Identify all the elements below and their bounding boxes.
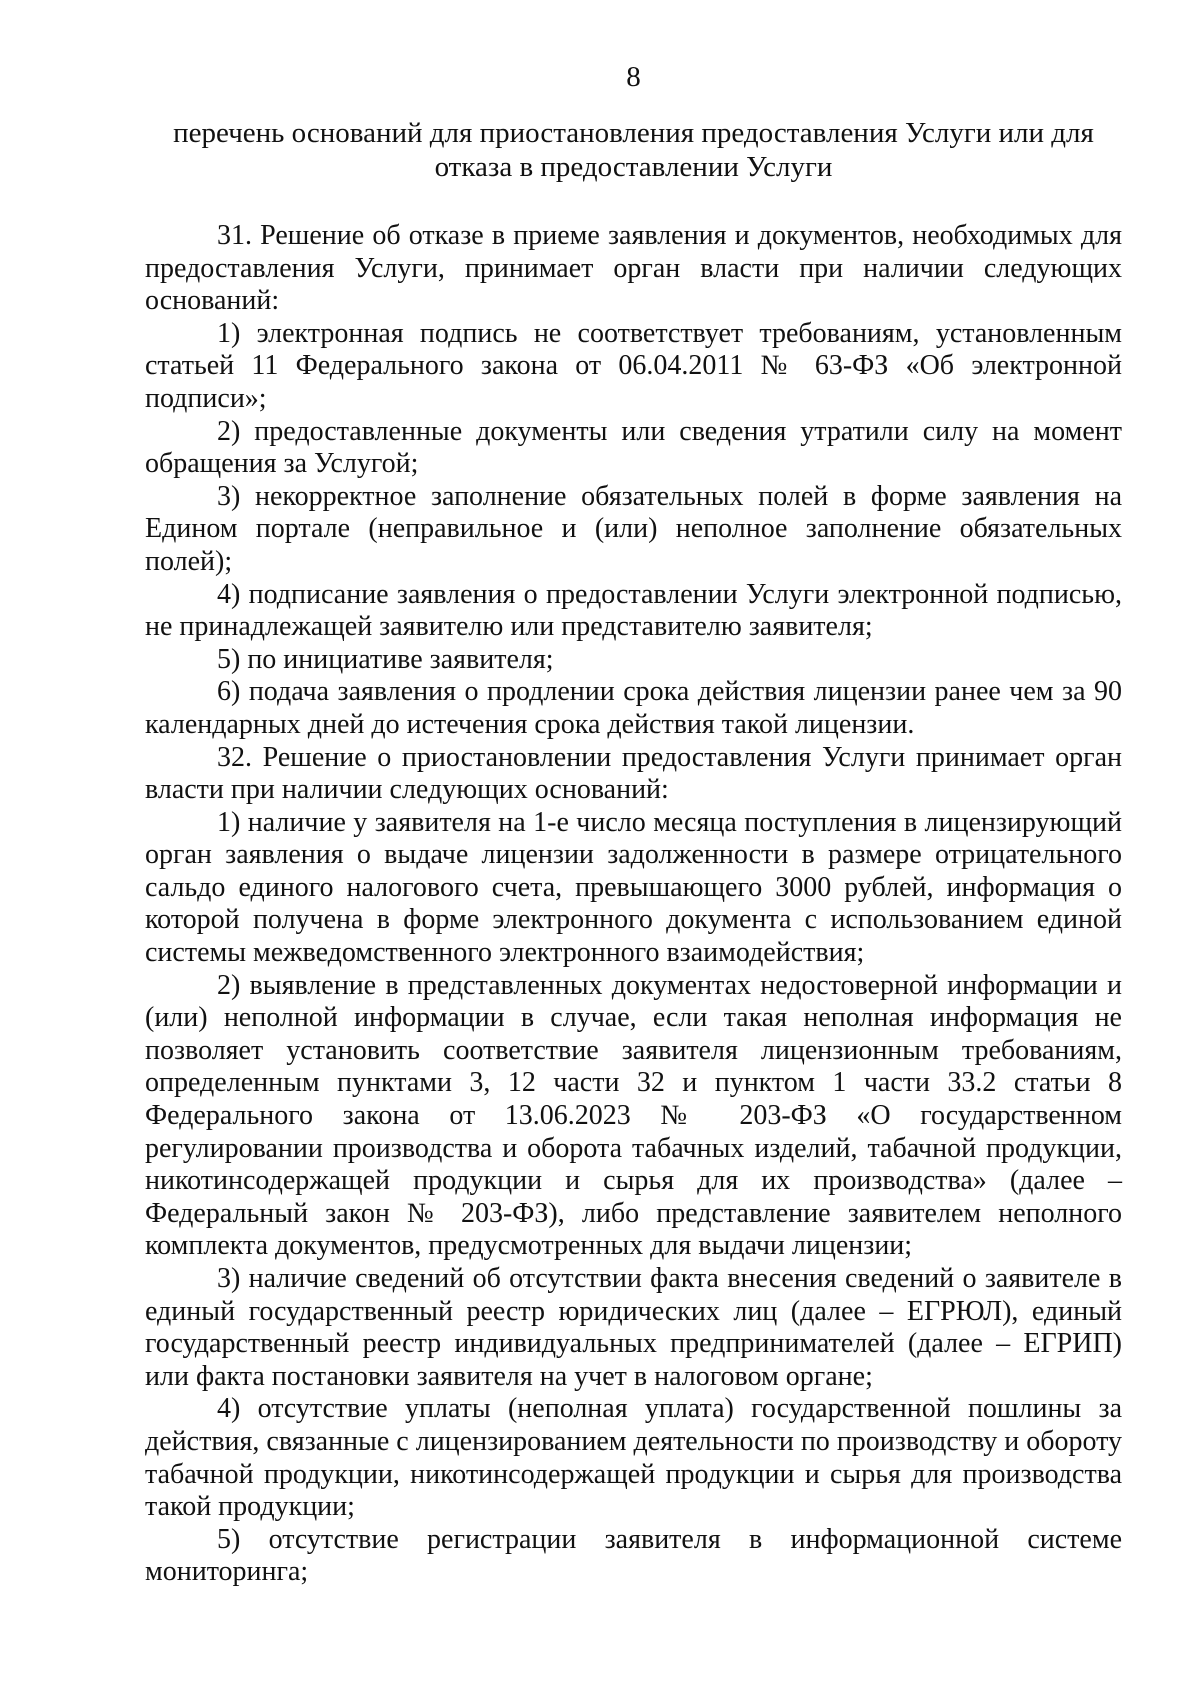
list-item-32-1: 1) наличие у заявителя на 1-е число месяца поступления в лицензирующий орган заявления о выдаче лицензии задолженности в размере отрицательного сальдо единого налогового счета, превышающего 3000 рублей, информация о которой получена в форме электронного документа с использованием единой системы межведомственного электронного взаимодействия; <box>145 806 1122 969</box>
paragraph-31: 31. Решение об отказе в приеме заявления и документов, необходимых для предоставления Услуги, принимает орган власти при наличии следующих оснований: <box>145 220 1122 317</box>
list-item-32-5: 5) отсутствие регистрации заявителя в информационной системе мониторинга; <box>145 1523 1122 1588</box>
paragraph-32: 32. Решение о приостановлении предоставления Услуги принимает орган власти при наличии следующих оснований: <box>145 741 1122 806</box>
list-item-32-4: 4) отсутствие уплаты (неполная уплата) государственной пошлины за действия, связанные с лицензированием деятельности по производству и обороту табачной продукции, никотинсодержащей продукции и сырья для производства такой продукции; <box>145 1393 1122 1523</box>
list-item-31-5: 5) по инициативе заявителя; <box>217 643 554 675</box>
section-heading: перечень оснований для приостановления предоставления Услуги или для отказа в предоставлении Услуги <box>173 117 1094 183</box>
page-number: 8 <box>626 61 641 93</box>
list-item-31-1: 1) электронная подпись не соответствует требованиям, установленным статьей 11 Федерального закона от 06.04.2011 № 63-ФЗ «Об электронной подписи»; <box>145 317 1122 414</box>
list-item-31-2: 2) предоставленные документы или сведения утратили силу на момент обращения за Услугой; <box>145 415 1122 480</box>
list-item-31-4: 4) подписание заявления о предоставлении Услуги электронной подписью, не принадлежащей заявителю или представителю заявителя; <box>145 578 1122 643</box>
list-item-31-6: 6) подача заявления о продлении срока действия лицензии ранее чем за 90 календарных дней до истечения срока действия такой лицензии. <box>145 676 1122 740</box>
list-item-31-3: 3) некорректное заполнение обязательных полей в форме заявления на Едином портале (неправильное и (или) неполное заполнение обязательных полей); <box>145 480 1122 577</box>
document-page <box>145 60 1122 1589</box>
list-item-32-2: 2) выявление в представленных документах недостоверной информации и (или) неполной информации в случае, если такая неполная информация не позволяет установить соответствие заявителя лицензионным требованиям, определенным пунктами 3, 12 части 32 и пунктом 1 части 33.2 статьи 8 Федерального закона от 13.06.2023 № 203-ФЗ «О государственном регулировании производства и оборота табачных изделий, табачной продукции, никотинсодержащей продукции и сырья для их производства» (далее – Федеральный закон № 203-ФЗ), либо представление заявителем неполного комплекта документов, предусмотренных для выдачи лицензии; <box>145 969 1122 1262</box>
list-item-32-3: 3) наличие сведений об отсутствии факта внесения сведений о заявителе в единый государственный реестр юридических лиц (далее – ЕГРЮЛ), единый государственный реестр индивидуальных предпринимателей (далее – ЕГРИП) или факта постановки заявителя на учет в налоговом органе; <box>145 1263 1122 1392</box>
